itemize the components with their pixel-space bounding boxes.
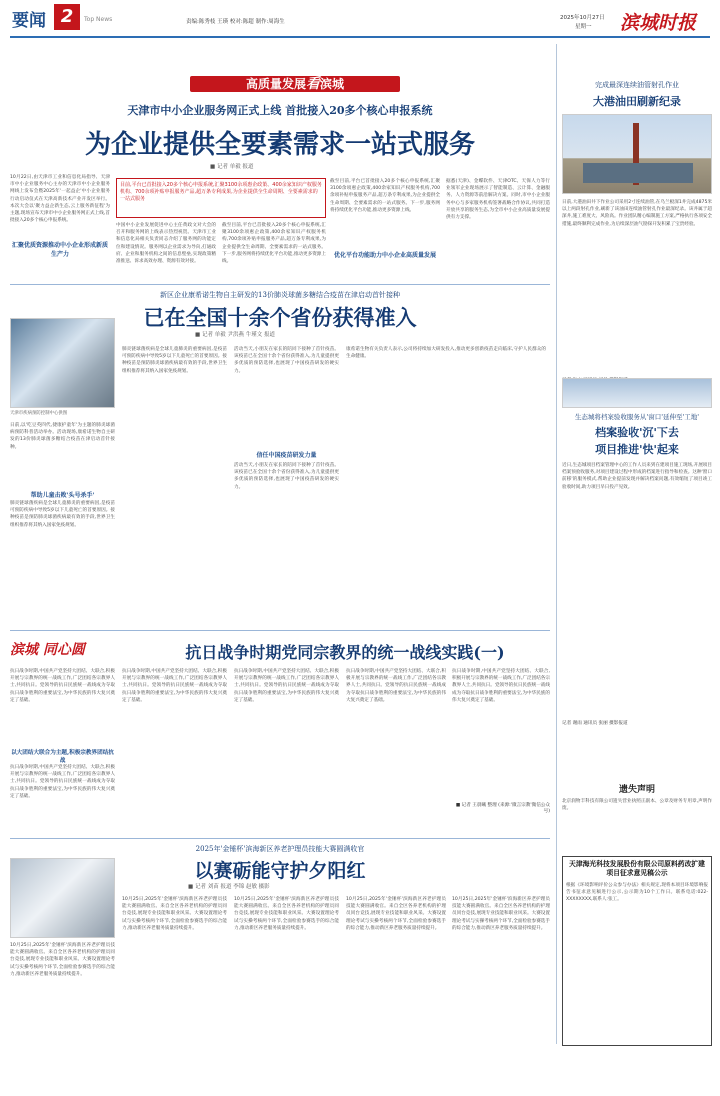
oil-text: 日前,大港油田井下作业公司采用2寸连续油管,在乌兰板深1井完成4875米以上两段射孔作业,刷新了该油田连续油管射孔作业最深纪录。该井属于超深井,施工难度大、风险高。作业团队精心编制施工方案,严格执行各项安全措施,最终顺利完成作业,为后续深层油气勘探开发积累了宝贵经验。 [562, 200, 712, 227]
party-story [10, 634, 550, 834]
divider-3 [10, 838, 550, 839]
lead-col-2: 中国中小企业发展促进中心主任黄政文对大会的召开和服务网的上线表示热烈祝贺。天津市工业和信息化局相关负责同志介绍了服务网的功能定位和建设情况。服务网以企业需求为导向,打通政府、企业和服务机构之间的信息壁垒,实现政策精准推送、诉求高效办理、资源有效对接。 [116, 223, 216, 265]
care-byline: ■ 记者 刘苗 报道 李锦 赵敏 摄影 [188, 884, 270, 890]
lead-summary-box: 目前,平台已首批接入20多个核心申报系统,汇聚3100余项惠企政策、400余家知识产权服务机构、700余项补贴申报服务产品,超万条专利成果,为企业提供全生命周期、全要素需求的一站式服务 [116, 178, 326, 218]
page-header [0, 0, 720, 38]
lead-title: 为企业提供全要素需求一站式服务 [84, 130, 475, 160]
right-column-divider [556, 44, 557, 1044]
lead-sub-1 [10, 240, 110, 258]
lead-col-3: 截至目前,平台已首批接入20多个核心申报系统,汇聚3100余项惠企政策,400余家知识产权服务机构,700余项补贴申报服务产品,超万条专利成果,为企业提供全生命周期、全要素需求的一站式服务。下一步,服务网将持续优化平台功能,推动更多资源上线。 [222, 223, 326, 265]
page-number: 2 [54, 4, 80, 30]
vaccine-sub-1 [10, 490, 115, 499]
lead-byline: ■ 记者 单毅 报道 [210, 164, 254, 170]
notice-text: 北京润物丰科技有限公司遗失营业执照正副本、公章及财务专用章,声明作废。 [562, 799, 712, 812]
care-col-5: 10月25日,2025年'金锤杯'滨海新区养老护理员技能大赛圆满收官。来自全区各养老机构的护理员同台竞技,展现专业技能和职业风采。大赛设置理论考试与实操考核两个环节,全面检验参赛选手的综合能力,推动新区养老服务质量持续提升。 [452, 897, 550, 931]
vaccine-title: 已在全国十余个省份获得准入 [143, 305, 417, 330]
development-banner [200, 76, 390, 92]
party-col-1b: 抗日战争时期,中国共产党坚持大团结、大联合,积极开展与宗教界的统一战线工作,广泛团结各宗教界人士,共同抗日。党领导的抗日民族统一战线成为夺取抗日战争胜利的重要法宝,为中华民族的伟大复兴奠定了基础。 [10, 765, 115, 799]
ad-text: 根据《环境影响评价公众参与办法》相关规定,现将本项目环境影响报告书征求意见稿进行公示,公示期为10个工作日。联系电话:022-XXXXXXXX,联系人:张工。 [566, 883, 708, 903]
lead-col-4: 据悉(天津)、金蝶软件、天津OTC、天保人力等行业领军企业现场展示了智能制造、云计算、金融服务、人力资源等前沿解决方案。同时,市中小企业服务中心与多家服务机构签署战略合作协议,共同打造开放共享的服务生态,为全市中小企业高质量发展提供有力支撑。 [446, 179, 550, 221]
banner-left: 高质量发展 [245, 77, 306, 91]
public-notice-ad [562, 856, 712, 1046]
vaccine-col-1: 日前,以'吃豆英四代,捷康护童年'为主题的肺炎球菌病预防科普活动举办。活动现场,康希诺生物自主研发的13价肺炎球菌多糖结合疫苗在津启动首针接种。 [10, 423, 115, 450]
archive-story [562, 378, 712, 778]
archive-title-1: 档案验收'沉'下去 [595, 426, 679, 439]
oil-title: 大港油田刷新纪录 [593, 95, 681, 108]
oil-photo [562, 114, 712, 194]
party-byline: ■ 记者 王晨曦 整理 (来源:'微言宗教'微信公众号) [455, 803, 550, 814]
care-photo [10, 858, 115, 938]
care-col-2: 10月25日,2025年'金锤杯'滨海新区养老护理员技能大赛圆满收官。来自全区各养老机构的护理员同台竞技,展现专业技能和职业风采。大赛设置理论考试与实操考核两个环节,全面检验参赛选手的综合能力,推动新区养老服务质量持续提升。 [122, 897, 227, 931]
lead-story [10, 44, 550, 280]
lead-sub-1-text: 汇聚优质资源推动中小企业形成新质生产力 [11, 242, 108, 258]
archive-byline: 记者 谢雨 通讯员 张丽 摄影报道 [562, 721, 628, 726]
lead-col-3b: 截至目前,平台已首批接入20多个核心申报系统,汇聚3100余项惠企政策,400余家知识产权服务机构,700余项补贴申报服务产品,超万条专利成果,为企业提供全生命周期、全要素需求的一站式服务。下一步,服务网将持续优化平台功能,推动更多资源上线。 [330, 179, 440, 213]
editor-credits: 责编:陈秀枝 王瑛 校对:陈超 制作:周海生 [186, 19, 285, 25]
vaccine-kicker: 新区企业康希诺生物自主研发的13价肺炎球菌多糖结合疫苗在津启动首针接种 [160, 291, 400, 299]
party-col-5: 抗日战争时期,中国共产党坚持大团结、大联合,积极开展与宗教界的统一战线工作,广泛团结各宗教界人士,共同抗日。党领导的抗日民族统一战线成为夺取抗日战争胜利的重要法宝,为中华民族的伟大复兴奠定了基础。 [452, 669, 550, 703]
oil-kicker: 完成最深连续油管射孔作业 [595, 81, 679, 89]
vaccine-sub-2 [234, 450, 339, 459]
party-col-3: 抗日战争时期,中国共产党坚持大团结、大联合,积极开展与宗教界的统一战线工作,广泛团结各宗教界人士,共同抗日。党领导的抗日民族统一战线成为夺取抗日战争胜利的重要法宝,为中华民族的伟大复兴奠定了基础。 [234, 669, 339, 703]
vaccine-byline: ■ 记者 单毅 尹洪燕 牛瑾文 报道 [195, 332, 275, 338]
notice-title: 遗失声明 [618, 785, 655, 795]
vaccine-col-1b: 肺炎链球菌疾病是全球儿童肺炎的重要病因,是疫苗可预防疾病中导致5岁以下儿童死亡的首要原因。接种疫苗是预防肺炎球菌疾病最有效的手段,世界卫生组织推荐将其纳入国家免疫规划。 [10, 501, 115, 528]
vaccine-col-2: 肺炎链球菌疾病是全球儿童肺炎的重要病因,是疫苗可预防疾病中导致5岁以下儿童死亡的首要原因。接种疫苗是预防肺炎球菌疾病最有效的手段,世界卫生组织推荐将其纳入国家免疫规划。 [122, 347, 227, 374]
party-sub-1 [10, 748, 115, 764]
ad-title: 天津海光科技发展股份有限公司原料药改扩建项目征求意见稿公示 [569, 860, 705, 877]
vaccine-sub-2-text: 信任中国疫苗研发力量 [256, 452, 317, 459]
care-title: 以赛砺能守护夕阳红 [194, 860, 366, 882]
lead-sub-2 [330, 250, 440, 259]
column-logo: 滨城 同心圆 [10, 642, 85, 658]
party-title: 抗日战争时期党同宗教界的统一战线实践(一) [185, 643, 505, 662]
masthead-logo: 滨城时报 [620, 12, 697, 34]
divider-2 [10, 630, 550, 631]
vaccine-story [10, 288, 550, 628]
party-col-4: 抗日战争时期,中国共产党坚持大团结、大联合,积极开展与宗教界的统一战线工作,广泛团结各宗教界人士,共同抗日。党领导的抗日民族统一战线成为夺取抗日战争胜利的重要法宝,为中华民族的伟大复兴奠定了基础。 [346, 669, 446, 703]
care-col-3: 10月25日,2025年'金锤杯'滨海新区养老护理员技能大赛圆满收官。来自全区各养老机构的护理员同台竞技,展现专业技能和职业风采。大赛设置理论考试与实操考核两个环节,全面检验参赛选手的综合能力,推动新区养老服务质量持续提升。 [234, 897, 339, 931]
archive-title-2: 项目推进'快'起来 [595, 443, 679, 456]
care-story [10, 842, 550, 1046]
divider-1 [10, 284, 550, 285]
party-col-2: 抗日战争时期,中国共产党坚持大团结、大联合,积极开展与宗教界的统一战线工作,广泛团结各宗教界人士,共同抗日。党领导的抗日民族统一战线成为夺取抗日战争胜利的重要法宝,为中华民族的伟大复兴奠定了基础。 [122, 669, 227, 703]
section-en: Top News [84, 16, 113, 23]
lead-kicker: 天津市中小企业服务网正式上线 首批接入20多个核心申报系统 [127, 104, 433, 117]
party-sub-1-text: 以大团结大联合为主题,积极宗教界团结抗战 [11, 750, 114, 764]
notice-box [562, 782, 712, 852]
vaccine-sub-1-text: 帮助儿童击败'头号杀手' [30, 492, 95, 499]
vaccine-photo-caption: 天津市疾病预防控制中心供图 [10, 411, 68, 416]
header-rule [10, 36, 710, 38]
oil-equipment [583, 163, 693, 183]
care-col-4: 10月25日,2025年'金锤杯'滨海新区养老护理员技能大赛圆满收官。来自全区各养老机构的护理员同台竞技,展现专业技能和职业风采。大赛设置理论考试与实操考核两个环节,全面检验参赛选手的综合能力,推动新区养老服务质量持续提升。 [346, 897, 446, 931]
vaccine-photo [10, 318, 115, 408]
archive-photo [562, 378, 712, 408]
banner-mid: 看 [306, 76, 320, 92]
archive-text: 近日,生态城项目档案管理中心的工作人员来到在建项目施工现场,开展项目档案预验收服务,对项目建设过程中形成的档案进行指导和检查。这种'窗口前移'的服务模式,帮助企业提前发现并解决档案问题,有效缩短了项目竣工验收时间,助力项目早日投产见效。 [562, 463, 712, 490]
vaccine-col-3b: 活动当天,小朋友在家长的陪同下接种了首针疫苗。该疫苗已在全国十余个省份获得准入,为儿童提供更多优质的预防选择,也展现了中国疫苗研发的硬实力。 [234, 463, 339, 490]
issue-weekday: 星期一 [575, 24, 592, 30]
vaccine-col-4: 康希诺生物有关负责人表示,公司将持续加大研发投入,推动更多创新疫苗走向临床,守护人民群众的生命健康。 [346, 347, 546, 360]
archive-kicker: 生态城将档案验收服务从'窗口'延伸至'工地' [574, 413, 700, 421]
oil-story [562, 80, 712, 370]
banner-right: 滨城 [320, 77, 345, 91]
vaccine-col-3: 活动当天,小朋友在家长的陪同下接种了首针疫苗。该疫苗已在全国十余个省份获得准入,为儿童提供更多优质的预防选择,也展现了中国疫苗研发的硬实力。 [234, 347, 339, 374]
care-kicker: 2025年'金锤杯'滨海新区养老护理员技能大赛圆满收官 [195, 845, 365, 853]
lead-sub-2-text: 优化平台功能助力中小企业高质量发展 [333, 252, 436, 259]
lead-col-1: 10月22日,由天津市工业和信息化局指导、天津市中小企业服务中心主办的天津市中小企业服务网线上发布会暨2025年'一起益企'中小企业服务行动启动仪式在天津高新技术产业开发区举行。本次大会以'聚力益企新生态,云上服务新征程'为主题,现场宣布天津市中小企业服务网正式上线,首批接入20多个核心申报系统。 [10, 175, 110, 224]
care-col-1: 10月25日,2025年'金锤杯'滨海新区养老护理员技能大赛圆满收官。来自全区各养老机构的护理员同台竞技,展现专业技能和职业风采。大赛设置理论考试与实操考核两个环节,全面检验参赛选手的综合能力,推动新区养老服务质量持续提升。 [10, 943, 115, 977]
section-name: 要闻 [12, 11, 46, 31]
party-col-1: 抗日战争时期,中国共产党坚持大团结、大联合,积极开展与宗教界的统一战线工作,广泛团结各宗教界人士,共同抗日。党领导的抗日民族统一战线成为夺取抗日战争胜利的重要法宝,为中华民族的伟大复兴奠定了基础。 [10, 669, 115, 703]
issue-date: 2025年10月27日 [560, 15, 605, 21]
